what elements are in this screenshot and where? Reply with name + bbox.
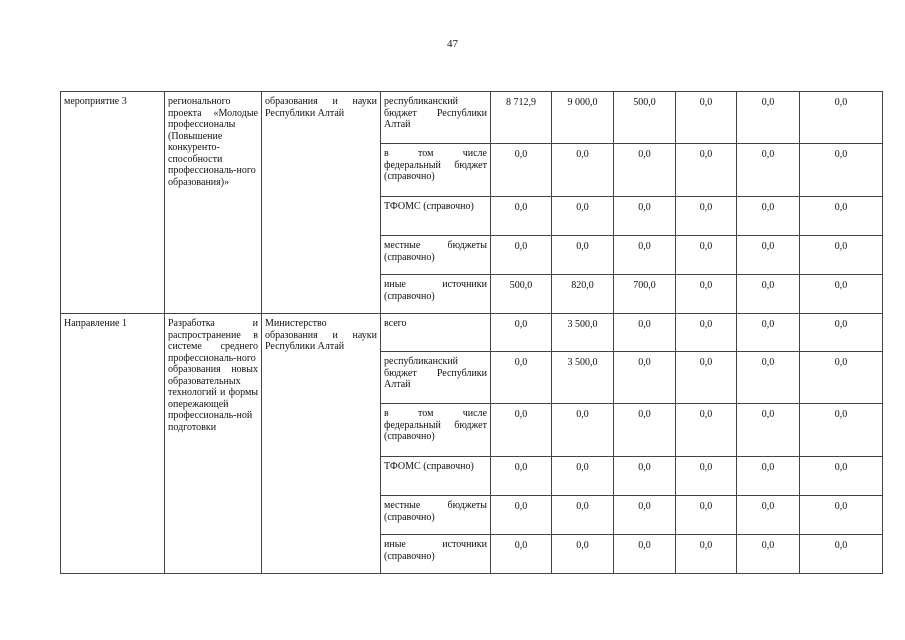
value-cell: 820,0 (552, 275, 614, 314)
value-cell: 0,0 (552, 404, 614, 457)
value-cell: 0,0 (491, 314, 552, 352)
value-cell: 0,0 (552, 236, 614, 275)
value-cell: 0,0 (737, 144, 800, 197)
budget-table (60, 91, 883, 574)
funding-source-cell: ТФОМС (справочно) (381, 457, 491, 496)
value-cell: 0,0 (552, 457, 614, 496)
value-cell: 0,0 (800, 404, 883, 457)
value-cell: 0,0 (800, 197, 883, 236)
value-cell: 0,0 (491, 236, 552, 275)
funding-source-cell: республиканский бюджет Республики Алтай (381, 92, 491, 144)
value-cell: 8 712,9 (491, 92, 552, 144)
value-cell: 0,0 (800, 275, 883, 314)
table-row (61, 92, 883, 144)
value-cell: 3 500,0 (552, 352, 614, 404)
value-cell: 500,0 (614, 92, 676, 144)
value-cell: 0,0 (737, 92, 800, 144)
table-row (61, 314, 883, 352)
description-cell: регионального проекта «Молодые профессионалы (Повышение конкуренто-способности профессиональ-ного образования)» (165, 92, 262, 314)
activity-cell: мероприятие 3 (61, 92, 165, 314)
executor-cell: Министерство образования и науки Республики Алтай (262, 314, 381, 574)
value-cell: 0,0 (737, 236, 800, 275)
value-cell: 3 500,0 (552, 314, 614, 352)
value-cell: 0,0 (614, 457, 676, 496)
value-cell: 0,0 (614, 535, 676, 574)
value-cell: 0,0 (737, 314, 800, 352)
value-cell: 700,0 (614, 275, 676, 314)
value-cell: 0,0 (614, 236, 676, 275)
activity-cell: Направление 1 (61, 314, 165, 574)
value-cell: 0,0 (676, 314, 737, 352)
value-cell: 0,0 (800, 535, 883, 574)
value-cell: 0,0 (491, 352, 552, 404)
value-cell: 0,0 (737, 197, 800, 236)
value-cell: 0,0 (491, 404, 552, 457)
value-cell: 0,0 (800, 236, 883, 275)
funding-source-cell: в том числе федеральный бюджет (справочно) (381, 404, 491, 457)
value-cell: 0,0 (614, 197, 676, 236)
page-number: 47 (447, 38, 458, 50)
value-cell: 0,0 (614, 314, 676, 352)
value-cell: 0,0 (491, 496, 552, 535)
funding-source-cell: ТФОМС (справочно) (381, 197, 491, 236)
value-cell: 0,0 (800, 92, 883, 144)
value-cell: 0,0 (614, 496, 676, 535)
value-cell: 0,0 (676, 457, 737, 496)
value-cell: 0,0 (676, 197, 737, 236)
value-cell: 0,0 (737, 275, 800, 314)
value-cell: 0,0 (676, 275, 737, 314)
funding-source-cell: местные бюджеты (справочно) (381, 496, 491, 535)
value-cell: 0,0 (676, 535, 737, 574)
value-cell: 0,0 (737, 496, 800, 535)
value-cell: 0,0 (737, 352, 800, 404)
value-cell: 0,0 (800, 144, 883, 197)
value-cell: 500,0 (491, 275, 552, 314)
value-cell: 0,0 (491, 144, 552, 197)
value-cell: 0,0 (737, 457, 800, 496)
value-cell: 0,0 (676, 404, 737, 457)
value-cell: 0,0 (676, 92, 737, 144)
value-cell: 0,0 (800, 496, 883, 535)
value-cell: 0,0 (491, 457, 552, 496)
value-cell: 0,0 (676, 496, 737, 535)
value-cell: 0,0 (737, 404, 800, 457)
value-cell: 0,0 (676, 352, 737, 404)
value-cell: 0,0 (614, 404, 676, 457)
value-cell: 0,0 (614, 144, 676, 197)
value-cell: 0,0 (676, 144, 737, 197)
description-cell: Разработка и распространение в системе среднего профессиональ-ного образования новых образовательных технологий и формы опережающей профессиональ-ной подготовки (165, 314, 262, 574)
funding-source-cell: республиканский бюджет Республики Алтай (381, 352, 491, 404)
funding-source-cell: местные бюджеты (справочно) (381, 236, 491, 275)
value-cell: 0,0 (491, 197, 552, 236)
value-cell: 0,0 (552, 496, 614, 535)
funding-source-cell: иные источники (справочно) (381, 535, 491, 574)
value-cell: 9 000,0 (552, 92, 614, 144)
value-cell: 0,0 (491, 535, 552, 574)
funding-source-cell: в том числе федеральный бюджет (справочно) (381, 144, 491, 197)
value-cell: 0,0 (552, 535, 614, 574)
value-cell: 0,0 (800, 352, 883, 404)
value-cell: 0,0 (552, 144, 614, 197)
value-cell: 0,0 (676, 236, 737, 275)
funding-source-cell: иные источники (справочно) (381, 275, 491, 314)
value-cell: 0,0 (614, 352, 676, 404)
value-cell: 0,0 (737, 535, 800, 574)
value-cell: 0,0 (800, 457, 883, 496)
value-cell: 0,0 (552, 197, 614, 236)
value-cell: 0,0 (800, 314, 883, 352)
executor-cell: образования и науки Республики Алтай (262, 92, 381, 314)
funding-source-cell: всего (381, 314, 491, 352)
